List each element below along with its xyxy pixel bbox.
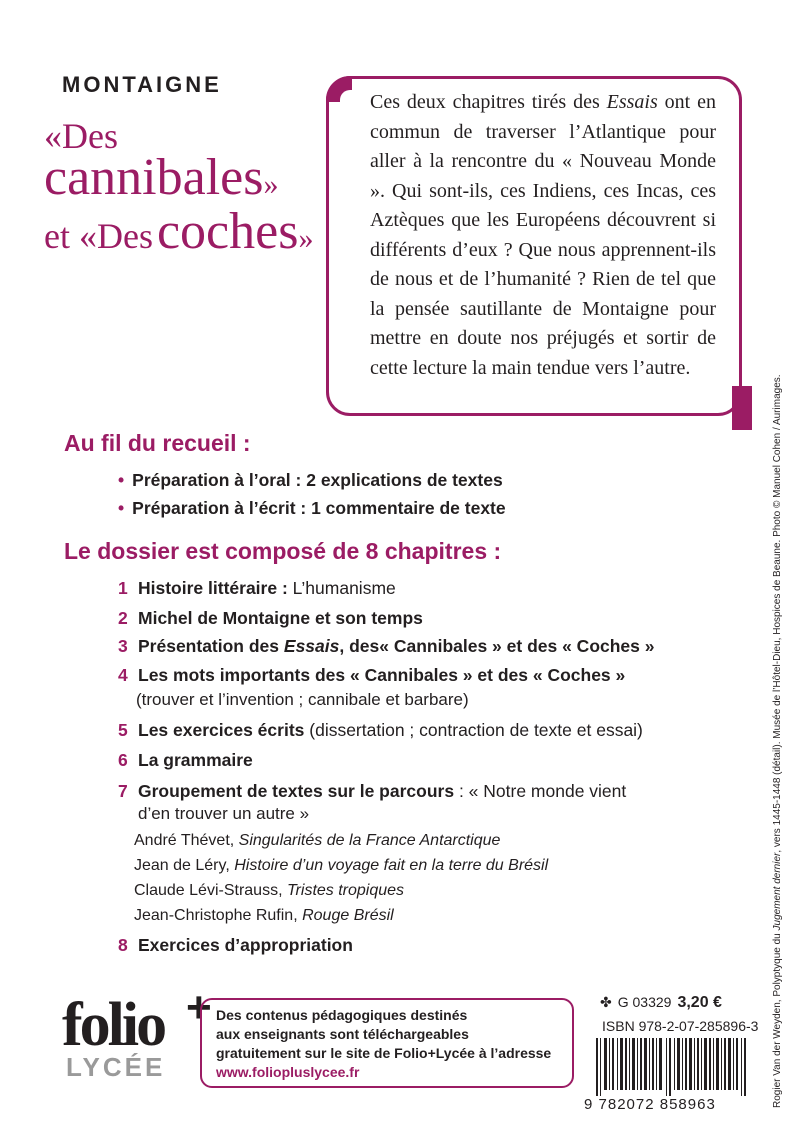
info-line: gratuitement sur le site de Folio+Lycée à l’adresse: [216, 1045, 552, 1061]
dossier-heading: Le dossier est composé de 8 chapitres :: [64, 538, 502, 564]
chapter-number: 3: [118, 636, 128, 656]
bullet-icon: •: [118, 498, 125, 518]
frame-corner-bottom-right: [732, 386, 752, 430]
chapter-number: 6: [118, 750, 128, 770]
barcode-digits: 9 782072 858963: [584, 1096, 716, 1113]
recueil-item: • Préparation à l’écrit : 1 commentaire de texte: [118, 498, 506, 518]
logo-word: folio: [62, 991, 165, 1059]
title-word-coches: coches: [156, 203, 299, 260]
title-et-des: et «Des: [44, 216, 153, 256]
text-reference: André Thévet, Singularités de la France Antarctique: [134, 832, 501, 849]
price-code-line: [600, 994, 722, 1012]
chapter-number: 5: [118, 720, 128, 740]
author-name: MONTAIGNE: [62, 72, 222, 97]
title-quote-close-1: »: [263, 168, 279, 201]
chapter-number: 2: [118, 608, 128, 628]
product-code: G 03329: [617, 994, 672, 1010]
title-word-cannibales: cannibales: [44, 149, 264, 206]
chapter-number: 1: [118, 578, 128, 598]
isbn: ISBN 978-2-07-285896-3: [602, 1018, 759, 1034]
chapter-subline: (trouver et l’invention ; cannibale et barbare): [136, 690, 469, 709]
barcode-icon: [596, 1038, 746, 1096]
back-cover: MONTAIGNE «Des cannibales» et «Des coches» Ces deux chapitres tirés des Essais ont en commun de traverser l’Atlantique pour aller à la rencontre du « Nouveau Monde ». Qui sont-ils, ces Indiens, ces Incas, ces Aztèques que les Européens découvrent si différents d’eux ? Que nous apprennent-ils de nous et de l’humanité ? Rien de tel que la pensée sautillante de Montaigne pour mettre en doute nos préjugés et sortir de cette lecture la main tendue vers l’autre. Au fil du recueil : • Préparation à l’oral : 2 explications de textes • Préparation à l’écrit : 1 commentaire de texte Le dossier est composé de 8 chapitres : 1 Histoire littéraire : L’humanisme 2 Michel de Montaigne et son temps 3 Présentation des Essais, des« Cannibales » et des « Coches » 4 Les mots importants des « Cannibales » et des « Coches » (trouver et l’invention ; cannibale et barbare) 5 Les exercices écrits (dissertation ; contraction de texte et essai) 6 La grammaire 7 Groupement de textes sur le parcours : « Notre monde vient d’en trouver un autre » André Thévet, Singularités de la France Antarctique Jean de Léry, Histoire d’un voyage fait en la terre du Brésil Claude Lévi-Strauss, Tristes tropiques Jean-Christophe Rufin, Rouge Brésil 8 Exercices d’appropriation folio + LYCÉE Des contenus pédagogiques destinés aux enseignants sont téléchargeables gratuitement sur le site de Folio+Lycée à l’adresse www.foliopluslycee.fr ✤ G 03329 3,20 € ISBN 978-2-07-285896-3 9 782072 858963 Rogier Van der Weyden, Polyptyque du Jugement dernier, vers 1445-1448 (détail). Musée de l’Hôtel-Dieu, Hospices de Beaune. Photo © Manuel Cohen / Aurimages.: [44, 72, 783, 1113]
image-credit: Rogier Van der Weyden, Polyptyque du Jugement dernier, vers 1445-1448 (détail). Musée de l’Hôtel-Dieu, Hospices de Beaune. Photo © Manuel Cohen / Aurimages.: [772, 374, 783, 1108]
logo-plus: +: [186, 983, 212, 1032]
chapter-number: 7: [118, 781, 128, 801]
blurb-text: Ces deux chapitres tirés des Essais ont en commun de traverser l’Atlantique pour aller à la rencontre du « Nouveau Monde ». Qui sont-ils, ces Indiens, ces Incas, ces Aztèques que les Européens découvrent si différents d’eux ? Que nous apprennent-ils de nous et de l’humanité ? Rien de tel que la pensée sautillante de Montaigne pour mettre en doute nos préjugés et sortir de cette lecture la main tendue vers l’autre.: [370, 91, 716, 379]
gallimard-mark-icon: ✤: [600, 994, 612, 1010]
chapter-subline: d’en trouver un autre »: [138, 804, 310, 823]
title-quote-open: «Des: [44, 116, 118, 156]
text-reference: Jean de Léry, Histoire d’un voyage fait en la terre du Brésil: [134, 857, 549, 874]
chapter-number: 8: [118, 935, 128, 955]
info-line: aux enseignants sont téléchargeables: [216, 1026, 469, 1042]
book-title: [44, 118, 313, 258]
text-reference: Jean-Christophe Rufin, Rouge Brésil: [134, 907, 394, 924]
logo-lycee: LYCÉE: [66, 1052, 166, 1082]
recueil-heading: Au fil du recueil :: [64, 430, 251, 456]
info-url-link[interactable]: www.foliopluslycee.fr: [216, 1064, 360, 1080]
info-line: Des contenus pédagogiques destinés: [216, 1007, 468, 1023]
chapter-number: 4: [118, 665, 128, 685]
blurb-essais-italic: Essais: [606, 91, 658, 113]
price: 3,20 €: [677, 994, 722, 1011]
title-quote-close-2: »: [298, 222, 314, 255]
teacher-info-box: [200, 998, 574, 1088]
frame-corner-top-left: [326, 76, 352, 102]
recueil-item: • Préparation à l’oral : 2 explications de textes: [118, 470, 503, 490]
bullet-icon: •: [118, 470, 125, 490]
text-reference: Claude Lévi-Strauss, Tristes tropiques: [134, 882, 405, 899]
